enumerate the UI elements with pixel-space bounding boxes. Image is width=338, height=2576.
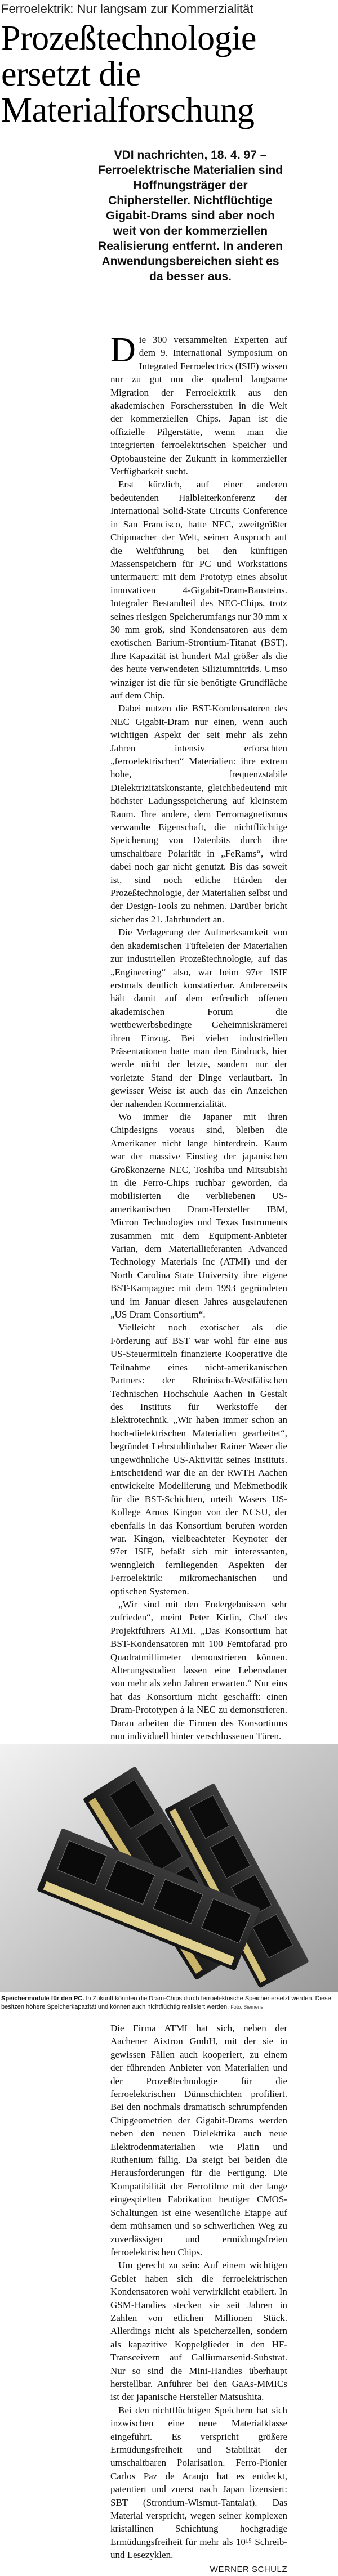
caption-label: Speichermodule für den PC. xyxy=(1,1995,84,2002)
body-paragraph: Bei den nichtflüchtigen Speichern hat sich inzwischen eine neue Materialklasse eingeführt. Es verspricht größere Ermüdungsfreiheit und Stabilität der umschaltbaren Polarisation. Ferro-Pionier Carlos Paz de Araujo hat es entdeckt, patentiert und zuerst nach Japan lizensiert: SBT (Strontium-Wismut-Tantalat). Das Material verspricht, wegen seiner komplexen kristallinen Schichtung hochgradige Ermüdungsfreiheit für mehr als 10¹⁵ Schreib- und Lesezyklen. xyxy=(110,2404,287,2561)
caption-text: In Zukunft könnten die Dram-Chips durch ferroelektrische Speicher ersetzt werden. Diese besitzen höhere Speicherkapazität und können auch nichtflüchtig realisiert werden. xyxy=(1,1995,331,2010)
photo-caption xyxy=(1,1995,337,2011)
article-headline xyxy=(1,20,337,128)
body-paragraph: Um gerecht zu sein: Auf einem wichtigen Gebiet haben sich die ferroelektrischen Kondensatoren wohl verwirklicht etabliert. In GSM-Handies stecken sie seit Jahren in Zahlen von etlichen Millionen Stück. Allerdings nicht als Speicherzellen, sondern als kapazitive Koppelglieder in den HF-Transceivern auf Galliumarsenid-Substrat. Nur so sind die Mini-Handies überhaupt herstellbar. Anführer bei den GaAs-MMICs ist der japanische Hersteller Matsushita. xyxy=(110,2260,287,2403)
body-paragraph xyxy=(110,333,287,478)
body-column-upper xyxy=(110,333,287,1751)
memory-module-photo xyxy=(0,1744,338,1992)
body-paragraph: Wo immer die Japaner mit ihren Chipdesigns voraus sind, bleiben die Amerikaner nicht lange hinterdrein. Kaum war der massive Einstieg der japanischen Großkonzerne NEC, Toshiba und Mitsubishi in die Ferro-Chips ruchbar geworden, da mobilisierten die verbliebenen US-amerikanischen Dram-Hersteller IBM, Micron Technologies und Texas Instruments zusammen mit dem Equipment-Anbieter Varian, dem Materiallieferanten Advanced Technology Materials Inc (ATMI) und der North Carolina State University ihre eigene BST-Kampagne: mit dem 1993 gegründeten und im Januar diesen Jahres ausgelaufenen „US Dram Consortium“. xyxy=(110,1111,287,1320)
body-paragraph: Die Firma ATMI hat sich, neben der Aachener Aixtron GmbH, mit der sie in gewissen Fällen auch kooperiert, zu einem der führenden Anbieter von Materialien und der Prozeßtechnologie für die ferroelektrischen Dünnschichten profiliert. Bei den nochmals dramatisch schrumpfenden Chipgeometrien der Gigabit-Drams werden neben den neuen Dielektrika auch neue Elektrodenmaterialien wie Platin und Ruthenium fällig. Da steigt bei beiden die Herausforderungen für die Fertigung. Die Kompatibilität der Ferrofilme mit der lange eingespielten Fabrikation heutiger CMOS-Schaltungen ist eine wesentliche Etappe auf dem mühsamen und so schwerlichen Weg zu zuverlässigen und ermüdungsfreien ferroelektrischen Chips. xyxy=(110,2023,287,2257)
drop-cap: D xyxy=(110,331,136,369)
author-byline: WERNER SCHULZ xyxy=(210,2564,287,2574)
headline-line: Materialforschung xyxy=(1,91,255,129)
body-paragraph: Die Verlagerung der Aufmerksamkeit von den akademischen Tüfteleien der Materialien zur industriellen Prozeßtechnologie, auf das „Engineering“ also, war beim 97er ISIF erstmals deutlich konstatierbar. Andererseits hält damit auf dem erfreulich offenen akademischen Forum die wettbewerbsbedingte Geheimniskrämerei ihren Einzug. Bei vielen industriellen Präsentationen hatte man den Eindruck, hier werde nicht der letzte, sondern nur der vorletzte Stand der Dinge verlautbart. In gewisser Weise ist auch das ein Anzeichen der nahenden Kommerzialität. xyxy=(110,927,287,1109)
article-lead: VDI nachrichten, 18. 4. 97 – Ferroelektrische Materialien sind Hoffnungsträger der Chiphersteller. Nichtflüchtige Gigabit-Drams sind aber noch weit von der kommerziellen Realisierung entfernt. In anderen Anwendungsbereichen sieht es da besser aus. xyxy=(98,149,283,283)
body-paragraph: Erst kürzlich, auf einer anderen bedeutenden Halbleiterkonferenz der International Solid-State Circuits Conference in San Francisco, hatte NEC, zweitgrößter Chipmacher der Welt, seinen Anspruch auf die Weltführung bei den künftigen Massenspeichern für PC und Workstations untermauert: mit dem Prototyp eines absolut innovativen 4-Gigabit-Dram-Bausteins. Integraler Bestandteil des NEC-Chips, trotz seines riesigen Speicherumfangs nur 30 mm x 30 mm groß, sind Kondensatoren aus dem exotischen Barium-Strontium-Titanat (BST). Ihre Kapazität ist hundert Mal größer als die des heute verwendeten Siliziumnitrids. Umso winziger ist die für sie benötigte Grundfläche auf dem Chip. xyxy=(110,479,287,701)
headline-line: Prozeßtechnologie xyxy=(1,19,256,57)
body-column-lower xyxy=(110,2022,287,2574)
photo-credit: Foto: Siemens xyxy=(230,2004,264,2010)
article-kicker: Ferroelektrik: Nur langsam zur Kommerzialität xyxy=(1,2,254,16)
memory-module-illustration xyxy=(0,1744,338,1992)
headline-line: ersetzt die xyxy=(1,55,141,93)
paragraph-text: ie 300 versammelten Experten auf dem 9. International Symposium on Integrated Ferroelectrics (ISIF) wissen nur zu gut um die qualend langsame Migration der Ferroelektrik aus den akademischen Forschersstuben in die Welt der kommerziellen Chips. Japan ist die offizielle Pilgerstätte, wenn man die integrierten ferroelektrischen Speicher und Optobausteine der Zukunft in kommerzieller Verfügbarkeit sucht. xyxy=(110,334,287,477)
body-paragraph: Dabei nutzen die BST-Kondensatoren des NEC Gigabit-Dram nur einen, wenn auch wichtigen Aspekt der seit mehr als zehn Jahren intensiv erforschten „ferroelektrischen“ Materialien: ihre extrem hohe, frequenzstabile Dielektrizitätskonstante, gleichbedeutend mit höchster Ladungsspeicherung auf kleinstem Raum. Ihre andere, dem Ferromagnetismus verwandte Eigenschaft, die nichtflüchtige Speicherung von Datenbits durch ihre umschaltbare Polarität in „FeRams“, wird dabei noch gar nicht genutzt. Bis das soweit ist, sind noch etliche Hürden der Prozeßtechnologie, der Materialien selbst und der Design-Tools zu nehmen. Darüber bricht sicher das 21. Jahrhundert an. xyxy=(110,703,287,925)
body-paragraph: „Wir sind mit den Endergebnissen sehr zufrieden“, meint Peter Kirlin, Chef des Projektführers ATMI. „Das Konsortium hat BST-Kondensatoren mit 100 Femtofarad pro Quadratmillimeter demonstrieren können. Alterungsstudien lassen eine Lebensdauer von mehr als zehn Jahren erwarten.“ Nur eins hat das Konsortium nicht geschafft: einen Dram-Prototypen à la NEC zu demonstrieren. Daran arbeiten die Firmen des Konsortiums nun individuell hinter verschlossenen Türen. xyxy=(110,1599,287,1742)
body-paragraph: Vielleicht noch exotischer als die Förderung auf BST war wohl für eine aus US-Steuermitteln finanzierte Kooperative die Teilnahme eines nicht-amerikanischen Partners: der Rheinisch-Westfälischen Technischen Hochschule Aachen in Gestalt des Instituts für Werkstoffe der Elektrotechnik. „Wir haben immer schon an hoch-dielektrischen Materialien gearbeitet“, begründet Lehrstuhlinhaber Rainer Waser die ungewöhnliche US-Aktivität seines Instituts. Entscheidend war die an der RWTH Aachen entwickelte Modellierung und Meßmethodik für die BST-Schichten, urteilt Wasers US-Kollege Arnos Kingon von der NCSU, der ebenfalls in das Konsortium berufen worden war. Kingon, vielbeachteter Keynoter der 97er ISIF, befaßt sich mit interessanten, wenngleich fernliegenden Aspekten der Ferroelektrik: mikromechanischen und optischen Systemen. xyxy=(110,1322,287,1597)
